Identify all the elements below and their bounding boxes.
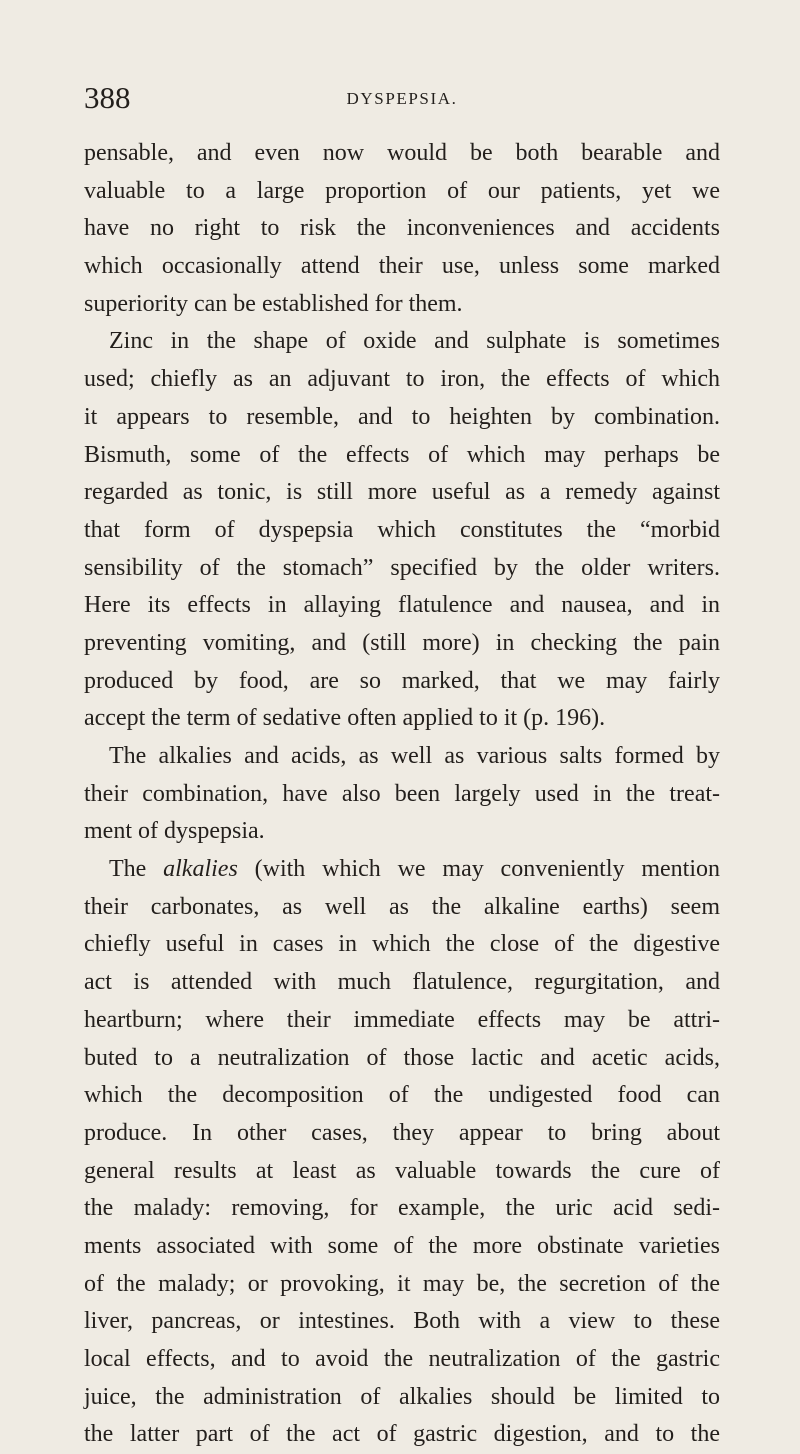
- text-line-with-italic: [84, 851, 720, 889]
- text-line: ments associated with some of the more obstinate varieties: [84, 1232, 720, 1259]
- text-line: the malady: removing, for example, the uric acid sedi-: [84, 1195, 720, 1222]
- text-line: it appears to resemble, and to heighten by combination.: [84, 403, 720, 430]
- text-line: preventing vomiting, and (still more) in checking the pain: [84, 629, 720, 656]
- text-line: heartburn; where their immediate effects may be attri-: [84, 1006, 720, 1033]
- text-line: liver, pancreas, or intestines. Both with a view to these: [84, 1308, 720, 1335]
- text-line: accept the term of sedative often applied to it (p. 196).: [84, 705, 606, 732]
- text-line: which occasionally attend their use, unless some marked: [84, 253, 720, 280]
- text-line: general results at least as valuable towards the cure of: [84, 1157, 720, 1184]
- text-line: regarded as tonic, is still more useful as a remedy against: [84, 479, 720, 506]
- running-title: DYSPEPSIA.: [346, 89, 458, 108]
- text-line: valuable to a large proportion of our patients, yet we: [84, 177, 720, 204]
- text-line: which the decomposition of the undigested food can: [84, 1082, 720, 1109]
- text-line: ment of dyspepsia.: [84, 818, 265, 845]
- text-line: of the malady; or provoking, it may be, the secretion of the: [84, 1270, 720, 1297]
- text-line: have no right to risk the inconveniences and accidents: [84, 215, 720, 242]
- text-line: Here its effects in allaying flatulence and nausea, and in: [84, 592, 720, 619]
- paragraph-3: [84, 738, 720, 851]
- text-line: their combination, have also been largely used in the treat-: [84, 780, 720, 807]
- page-number: 388: [84, 80, 131, 115]
- text-line: the latter part of the act of gastric digestion, and to the: [84, 1421, 720, 1448]
- text-line: buted to a neutralization of those lactic and acetic acids,: [84, 1044, 720, 1071]
- text-line: The alkalies and acids, as well as various salts formed by: [109, 743, 720, 769]
- text-fragment: (with which we may conveniently mention: [254, 856, 720, 883]
- paragraph-4: [84, 851, 720, 1454]
- text-line: produced by food, are so marked, that we may fairly: [84, 667, 720, 694]
- text-line: produce. In other cases, they appear to bring about: [84, 1119, 720, 1146]
- text-line: that form of dyspepsia which constitutes the “morbid: [84, 516, 720, 543]
- text-line: their carbonates, as well as the alkaline earths) seem: [84, 893, 720, 920]
- paragraph-2: [84, 323, 720, 738]
- text-line: superiority can be established for them.: [84, 290, 463, 317]
- text-line: Bismuth, some of the effects of which may perhaps be: [84, 441, 720, 468]
- text-line: used; chiefly as an adjuvant to iron, the effects of which: [84, 366, 720, 393]
- text-line: chiefly useful in cases in which the close of the digestive: [84, 931, 720, 958]
- page-header: [84, 78, 720, 118]
- text-line: Zinc in the shape of oxide and sulphate is sometimes: [109, 328, 720, 355]
- text-fragment: The: [109, 856, 147, 883]
- text-line: local effects, and to avoid the neutralization of the gastric: [84, 1346, 720, 1372]
- text-line: sensibility of the stomach” specified by the older writers.: [84, 554, 720, 581]
- paragraph-1: [84, 135, 720, 323]
- italic-term: alkalies: [163, 856, 238, 883]
- text-line: pensable, and even now would be both bearable and: [84, 140, 720, 166]
- body-text: [84, 135, 720, 1454]
- text-line: act is attended with much flatulence, regurgitation, and: [84, 969, 720, 996]
- text-line: juice, the administration of alkalies should be limited to: [84, 1383, 720, 1410]
